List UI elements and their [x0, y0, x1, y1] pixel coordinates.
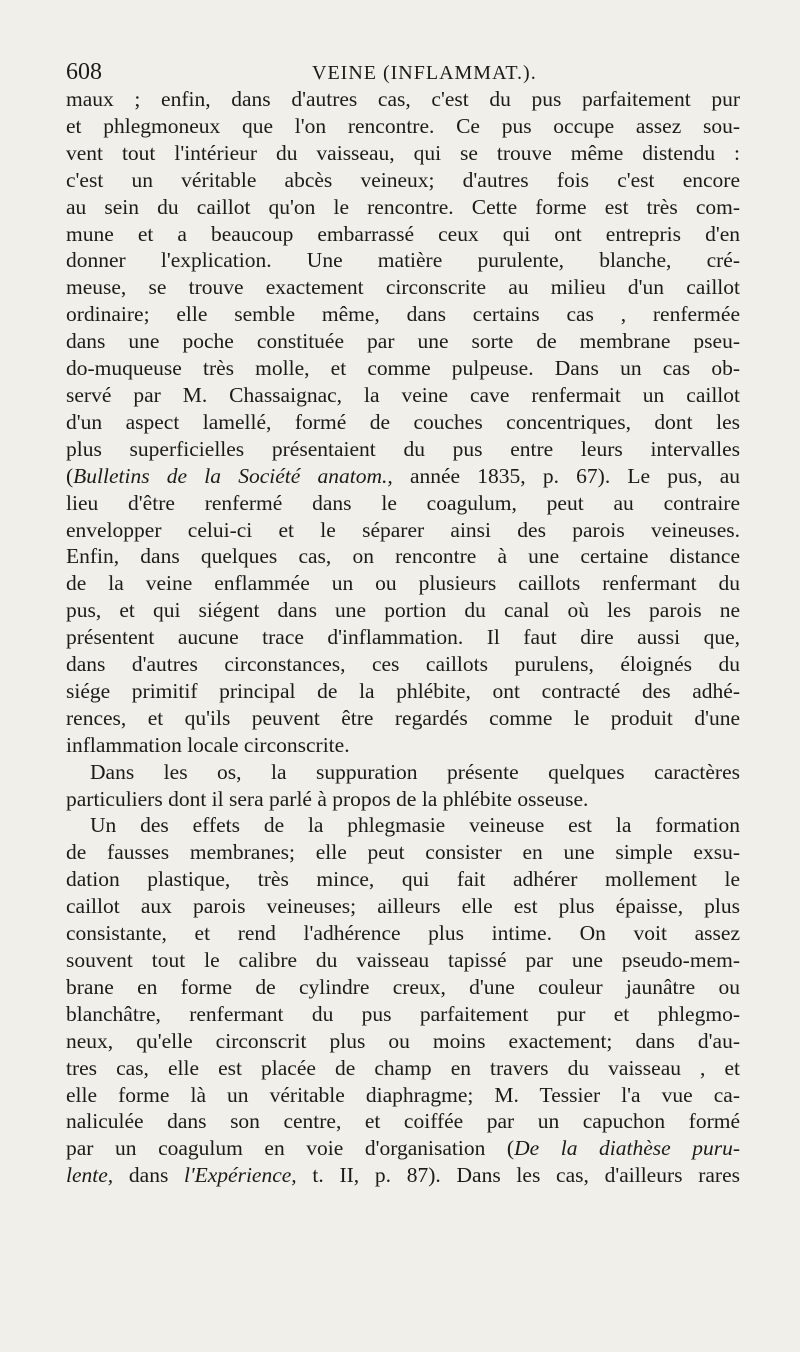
text-line [66, 301, 740, 328]
line-text: elle forme là un véritable diaphragme; M. Tessier l'a vue ca- [66, 1082, 740, 1107]
text-line [66, 355, 740, 382]
text-line [66, 893, 740, 920]
text-line [66, 86, 740, 113]
line-text: Dans les os, la suppuration présente quelques caractères [90, 759, 740, 784]
line-text: de fausses membranes; elle peut consister en une simple exsu- [66, 840, 740, 865]
line-text: naliculée dans son centre, et coiffée par un capuchon formé [66, 1109, 740, 1134]
line-text: lieu d'être renfermé dans le coagulum, peut au contraire [66, 490, 740, 515]
line-text: dans d'autres circonstances, ces caillots purulens, éloignés du [66, 652, 740, 677]
running-head: VEINE (INFLAMMAT.). [312, 62, 537, 84]
line-text: t. II, p. 87). Dans les cas, d'ailleurs rares [296, 1163, 740, 1188]
line-text: pus, et qui siégent dans une portion du canal où les parois ne [66, 598, 740, 623]
text-line [66, 1082, 740, 1109]
text-line [66, 543, 740, 570]
text-line [66, 759, 740, 786]
italic-citation: lente, [66, 1163, 114, 1188]
text-line [66, 517, 740, 544]
text-line [66, 409, 740, 436]
text-line [66, 705, 740, 732]
text-line [66, 732, 740, 759]
line-text: inflammation locale circonscrite. [66, 732, 350, 757]
italic-citation: De la diathèse puru- [514, 1136, 740, 1161]
line-text: c'est un véritable abcès veineux; d'autres fois c'est encore [66, 167, 740, 192]
line-text: blanchâtre, renfermant du pus parfaitement pur et phlegmo- [66, 1001, 740, 1026]
page-number: 608 [66, 59, 102, 85]
line-text: consistante, et rend l'adhérence plus intime. On voit assez [66, 921, 740, 946]
text-line [66, 1108, 740, 1135]
text-line [66, 570, 740, 597]
text-line [66, 1055, 740, 1082]
line-text: dation plastique, très mince, qui fait adhérer mollement le [66, 867, 740, 892]
line-text: rences, et qu'ils peuvent être regardés comme le produit d'une [66, 705, 740, 730]
text-line [66, 167, 740, 194]
line-text: ordinaire; elle semble même, dans certains cas , renfermée [66, 302, 740, 327]
line-text: donner l'explication. Une matière purulente, blanche, cré- [66, 248, 740, 273]
line-text: do-muqueuse très molle, et comme pulpeuse. Dans un cas ob- [66, 356, 740, 381]
text-line [66, 113, 740, 140]
text-line [66, 1028, 740, 1055]
line-text: ( [66, 463, 74, 488]
text-line [66, 436, 740, 463]
line-text: neux, qu'elle circonscrit plus ou moins exactement; dans d'au- [66, 1028, 740, 1053]
line-text: tres cas, elle est placée de champ en travers du vaisseau , et [66, 1055, 740, 1080]
text-line [66, 1162, 740, 1189]
text-line [66, 1001, 740, 1028]
line-text: Enfin, dans quelques cas, on rencontre à une certaine distance [66, 544, 740, 569]
line-text: caillot aux parois veineuses; ailleurs elle est plus épaisse, plus [66, 894, 740, 919]
line-text: brane en forme de cylindre creux, d'une couleur jaunâtre ou [66, 974, 740, 999]
text-line [66, 974, 740, 1001]
text-line [66, 247, 740, 274]
text-line [66, 786, 740, 813]
text-line [66, 678, 740, 705]
text-line [66, 194, 740, 221]
text-line [66, 920, 740, 947]
line-text: et phlegmoneux que l'on rencontre. Ce pus occupe assez sou- [66, 113, 740, 138]
text-line [66, 382, 740, 409]
text-line [66, 328, 740, 355]
line-text: meuse, se trouve exactement circonscrite au milieu d'un caillot [66, 275, 740, 300]
line-text: particuliers dont il sera parlé à propos de la phlébite osseuse. [66, 786, 589, 811]
line-text: dans [113, 1163, 185, 1188]
line-text: servé par M. Chassaignac, la veine cave renfermait un caillot [66, 382, 740, 407]
italic-citation: Bulletins de la Société anatom., [73, 463, 393, 488]
text-line [66, 651, 740, 678]
text-line [66, 866, 740, 893]
text-line [66, 490, 740, 517]
line-text: envelopper celui-ci et le séparer ainsi des parois veineuses. [66, 517, 740, 542]
line-text: Un des effets de la phlegmasie veineuse est la formation [90, 813, 740, 838]
line-text: dans une poche constituée par une sorte de membrane pseu- [66, 329, 740, 354]
text-line [66, 1135, 740, 1162]
line-text: présentent aucune trace d'inflammation. Il faut dire aussi que, [66, 625, 740, 650]
body-text [66, 86, 740, 1189]
text-line [66, 947, 740, 974]
text-line [66, 463, 740, 490]
line-text: siége primitif principal de la phlébite, ont contracté des adhé- [66, 678, 740, 703]
line-text: plus superficielles présentaient du pus entre leurs intervalles [66, 436, 740, 461]
text-line [66, 812, 740, 839]
line-text: au sein du caillot qu'on le rencontre. Cette forme est très com- [66, 194, 740, 219]
line-text: maux ; enfin, dans d'autres cas, c'est du pus parfaitement pur [66, 87, 740, 111]
text-line [66, 221, 740, 248]
line-text: d'un aspect lamellé, formé de couches concentriques, dont les [66, 409, 740, 434]
italic-citation: l'Expérience, [184, 1163, 297, 1188]
line-text: année 1835, p. 67). Le pus, au [392, 463, 741, 488]
text-line [66, 597, 740, 624]
text-line [66, 839, 740, 866]
line-text: par un coagulum en voie d'organisation ( [66, 1136, 515, 1161]
line-text: vent tout l'intérieur du vaisseau, qui se trouve même distendu : [66, 140, 740, 165]
text-line [66, 140, 740, 167]
line-text: mune et a beaucoup embarrassé ceux qui ont entrepris d'en [66, 221, 740, 246]
line-text: souvent tout le calibre du vaisseau tapissé par une pseudo-mem- [66, 948, 740, 972]
text-line [66, 274, 740, 301]
line-text: de la veine enflammée un ou plusieurs caillots renfermant du [66, 571, 740, 596]
text-line [66, 624, 740, 651]
